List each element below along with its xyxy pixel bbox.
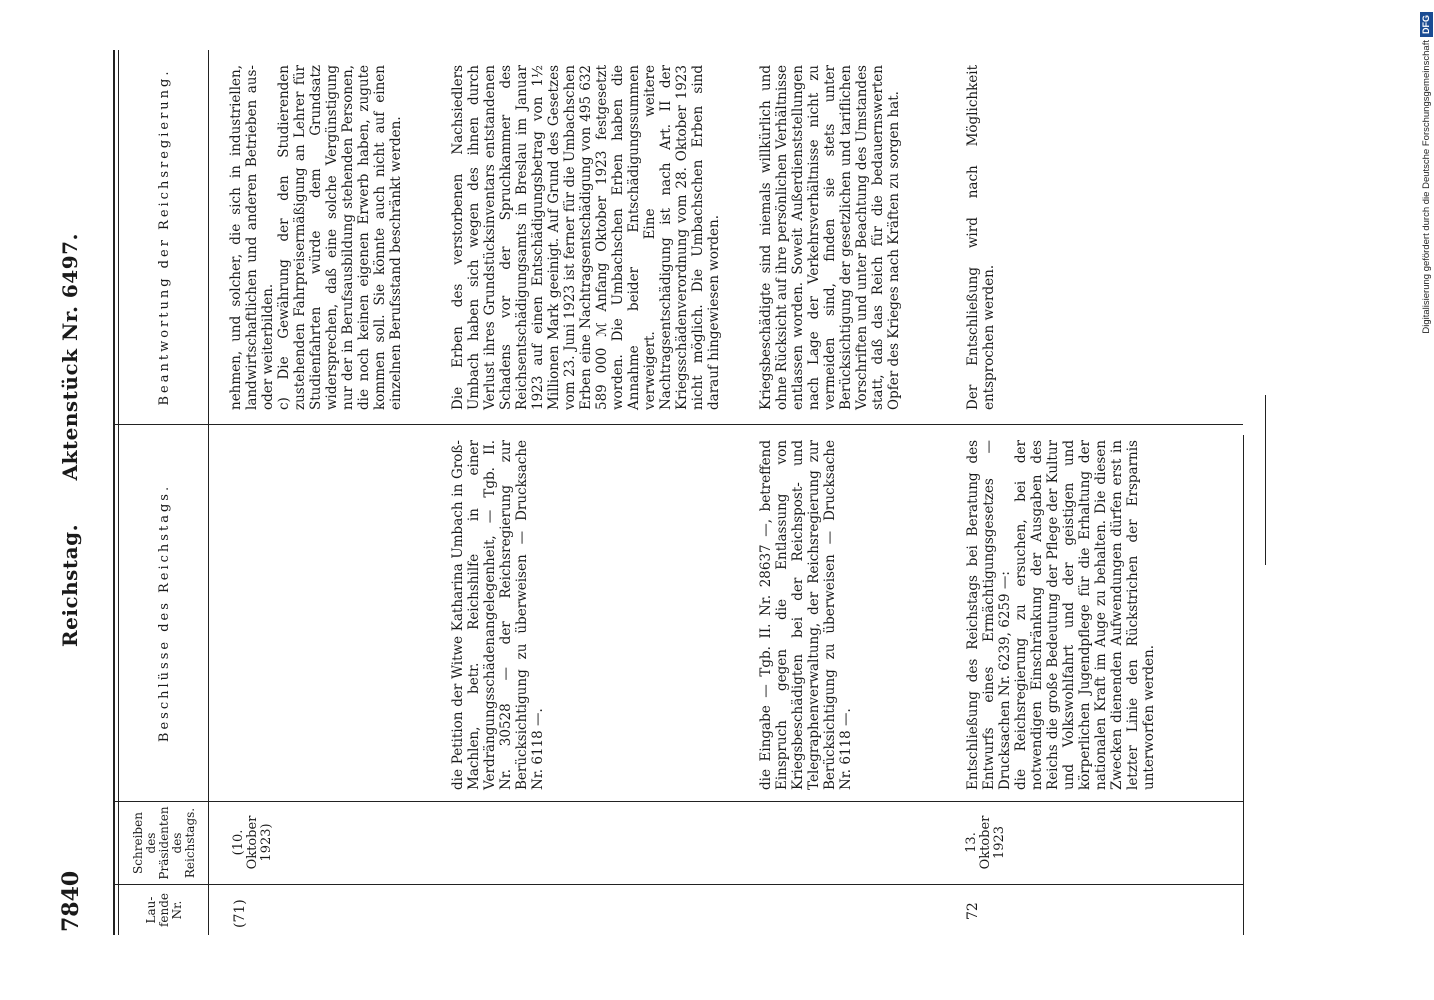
rotated-page xyxy=(0,50,1260,950)
row1-answer: Die Erben des verstorbenen Nachsiedlers Umbach haben sich wegen des ihnen durch Verlust ihres Grundstücksinventars entstandenen Schadens vor der Spruchkammer des Reichsentschädigungsamts in Breslau im Januar 1923 auf einen Entschädigungsbetrag von 1½ Millionen Mark geeinigt. Auf Grund des Gesetzes vom 23. Juni 1923 ist ferner für die Umbachschen Erben eine Nachtragsentschädigung von 495 632 589 000 ℳ Anfang Oktober 1923 festgesetzt worden. Die Umbachschen Erben haben die Annahme beider Entschädigungssummen verweigert. Eine weitere Nachtragsentschädigung ist nach Art. II der Kriegsschädenverordnung vom 28. Oktober 1923 nicht möglich. Die Umbachschen Erben sind darauf hingewiesen worden. xyxy=(450,65,722,410)
col-header-beschluesse: Beschlüsse des Reichstags. xyxy=(156,483,172,743)
short-rule xyxy=(1265,395,1266,565)
table-bottom-rule xyxy=(1243,435,1244,935)
page-number: 7840 xyxy=(58,870,84,932)
col-rule-2 xyxy=(115,801,1243,802)
col-header-lfd: Lau-fende Nr. xyxy=(143,892,184,928)
funding-text: Digitalisierung gefördert durch die Deutsche Forschungsgemeinschaft xyxy=(1421,40,1432,334)
col-header-schreiben: Schreiben des Präsidenten des Reichstags. xyxy=(130,806,197,880)
col-rule-3 xyxy=(115,424,1243,425)
top-double-rule-1 xyxy=(113,50,115,935)
row2-answer: Kriegsbeschädigte sind niemals willkürlich und ohne Rücksicht auf ihre persönlichen Verhältnisse entlassen worden. Soweit Außerdienststellungen nach Lage der Verkehrsverhältnisse nicht zu vermeiden sind, finden sie stets unter Berücksichtigung der gesetzlichen und tariflichen Vorschriften und unter Beachtung des Umstandes statt, daß das Reich für die bedauernswerten Opfer des Krieges nach Kräften zu sorgen hat. xyxy=(758,65,902,410)
funding-note xyxy=(1416,12,1434,992)
header-bottom-rule xyxy=(208,50,209,935)
row2-resolution: die Eingabe — Tgb. II. Nr. 28637 —, betreffend Einspruch gegen die Entlassung von Kriegsbeschädigten bei der Reichspost- und Telegraphenverwaltung, der Reichsregierung zur Berücksichtigung zu überweisen — Drucksache Nr. 6118 —. xyxy=(758,440,854,790)
row1-number: (71) xyxy=(232,899,248,928)
row1-resolution: die Petition der Witwe Katharina Umbach in Groß-Machlen, betr. Reichshilfe in einer Verdrängungsschädenangelegenheit, — Tgb. II. Nr. 30528 — der Reichsregierung zur Berücksichtigung zu überweisen — Drucksache Nr. 6118 —. xyxy=(450,440,546,790)
col-rule-1 xyxy=(115,884,1243,885)
top-double-rule-2 xyxy=(118,50,119,935)
row1-date: (10. Oktober 1923) xyxy=(231,815,274,870)
row3-answer: Der Entschließung wird nach Möglichkeit entsprochen werden. xyxy=(965,65,997,410)
title-right: Aktenstück Nr. 6497. xyxy=(58,233,82,481)
row3-resolution: Entschließung des Reichstags bei Beratung des Entwurfs eines Ermächtigungsgesetzes — Drucksachen Nr. 6239, 6259 —: die Reichsregierung zu ersuchen, bei der notwendigen Einschränkung der Ausgaben des Reichs die große Bedeutung der Pflege der Kultur und Volkswohlfahrt und der geistigen und körperlichen Jugendpflege für die Erhaltung der nationalen Kraft im Auge zu behalten. Die diesen Zwecken dienenden Aufwendungen dürfen erst in letzter Linie den Rückstrichen der Ersparnis unterworfen werden. xyxy=(965,440,1157,790)
dfg-logo: DFG xyxy=(1420,12,1433,37)
row0-answer: nehmen, und solcher, die sich in industriellen, landwirtschaftlichen und anderen Betrieben aus- oder weiterbilden. c) Die Gewährung der den Studierenden zustehenden Fahrpreisermäßigung an Lehrer für Studienfahrten würde dem Grundsatz widersprechen, daß eine solche Vergünstigung nur der in Berufsausbildung stehenden Personen, die noch keinen eigenen Erwerb haben, zugute kommen soll. Sie könnte auch nicht auf einen einzelnen Berufsstand beschränkt werden. xyxy=(228,65,404,410)
row3-number: 72 xyxy=(965,902,981,920)
col-header-beantwortung: Beantwortung der Reichsregierung. xyxy=(156,68,172,406)
row3-date: 13. Oktober 1923 xyxy=(964,815,1007,870)
title-left: Reichstag. xyxy=(58,523,82,647)
page-title xyxy=(58,90,82,790)
funding-sidebar xyxy=(1414,12,1434,992)
